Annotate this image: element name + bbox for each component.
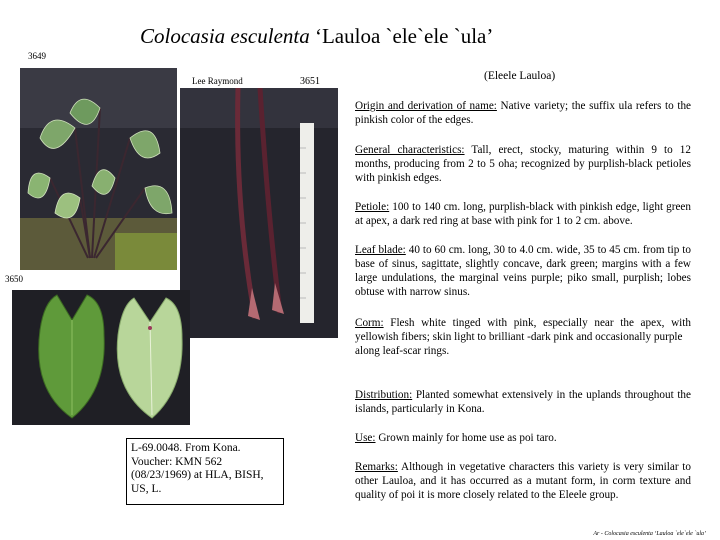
petiole-photo (180, 88, 338, 338)
leaf-blades-illustration (12, 290, 190, 425)
alternate-name: (Eleele Lauloa) (484, 70, 556, 82)
origin-text: Native variety; the suffix ula refers to the pinkish color of the edges. (355, 100, 692, 126)
photo-label-3651: 3651 (300, 76, 320, 87)
voucher-line-4: US, L. (131, 482, 162, 495)
leaf-blade-text: 40 to 60 cm. long, 30 to 4.0 cm. wide, 35 to 45 cm. from tip to base of sinus, sagittate, slightly concave, dark green; margins with a few large undulations, the marginal veins purple; piko small, purplish; lobes obtuse with narrow sinus. (355, 244, 691, 298)
photo-credit: Lee Raymond (192, 76, 243, 86)
petiole-label: Petiole: (355, 201, 390, 213)
plant-photo (20, 68, 177, 270)
distribution-section (355, 388, 691, 416)
photo-label-3649: 3649 (28, 51, 46, 61)
distribution-text: Planted somewhat extensively in the uplands throughout the islands, particularly in Kona. (355, 389, 691, 415)
general-section (355, 143, 691, 185)
corm-section (355, 316, 691, 358)
voucher-line-3: (08/23/1969) at HLA, BISH, (131, 469, 264, 481)
use-label: Use: (355, 432, 376, 444)
origin-section (355, 99, 691, 127)
leaf-blade-photo (12, 290, 190, 425)
origin-label: Origin and derivation of name: (355, 100, 497, 112)
corm-text-continued: along leaf-scar rings. (355, 345, 450, 357)
petiole-illustration (180, 88, 338, 338)
leaf-blade-section (355, 243, 691, 299)
general-label: General characteristics: (355, 144, 465, 156)
use-section (355, 431, 691, 445)
general-text: Tall, erect, stocky, maturing within 9 to 12 months, producing from 2 to 5 oha; recognized by purplish-black petioles with pinkish edges. (355, 144, 691, 184)
page-footer: Ar - Colocasia esculenta ‘Lauloa `ele`ele `ula’ (593, 531, 706, 537)
voucher-line-1: L-69.0048. From Kona. (131, 442, 241, 454)
petiole-text: 100 to 140 cm. long, purplish-black with pinkish edge, light green at apex, a dark red ring at base with pink for 1 to 2 cm. above. (355, 201, 691, 227)
petiole-section (355, 200, 691, 228)
species-name: Colocasia esculenta (140, 24, 310, 48)
voucher-box (126, 438, 284, 505)
remarks-text: Although in vegetative characters this variety is very similar to other Lauloa, and it has occurred as a mutant form, in corm texture and quality of poi it is more closely related to the Eleele group. (355, 461, 691, 501)
leaf-blade-label: Leaf blade: (355, 244, 406, 256)
voucher-line-2: Voucher: KMN 562 (131, 455, 223, 468)
taro-plant-illustration (20, 68, 177, 270)
corm-text: Flesh white tinged with pink, especially near the apex, with yellowish fibers; skin light to brilliant -dark pink and occasionally purple (355, 317, 691, 343)
remarks-section (355, 460, 691, 502)
distribution-label: Distribution: (355, 389, 413, 401)
page-title (140, 24, 493, 49)
corm-label: Corm: (355, 317, 384, 329)
cultivar-name: ‘Lauloa `ele`ele `ula’ (309, 24, 494, 48)
remarks-label: Remarks: (355, 461, 398, 473)
use-text: Grown mainly for home use as poi taro. (375, 432, 557, 444)
photo-label-3650: 3650 (5, 274, 23, 284)
